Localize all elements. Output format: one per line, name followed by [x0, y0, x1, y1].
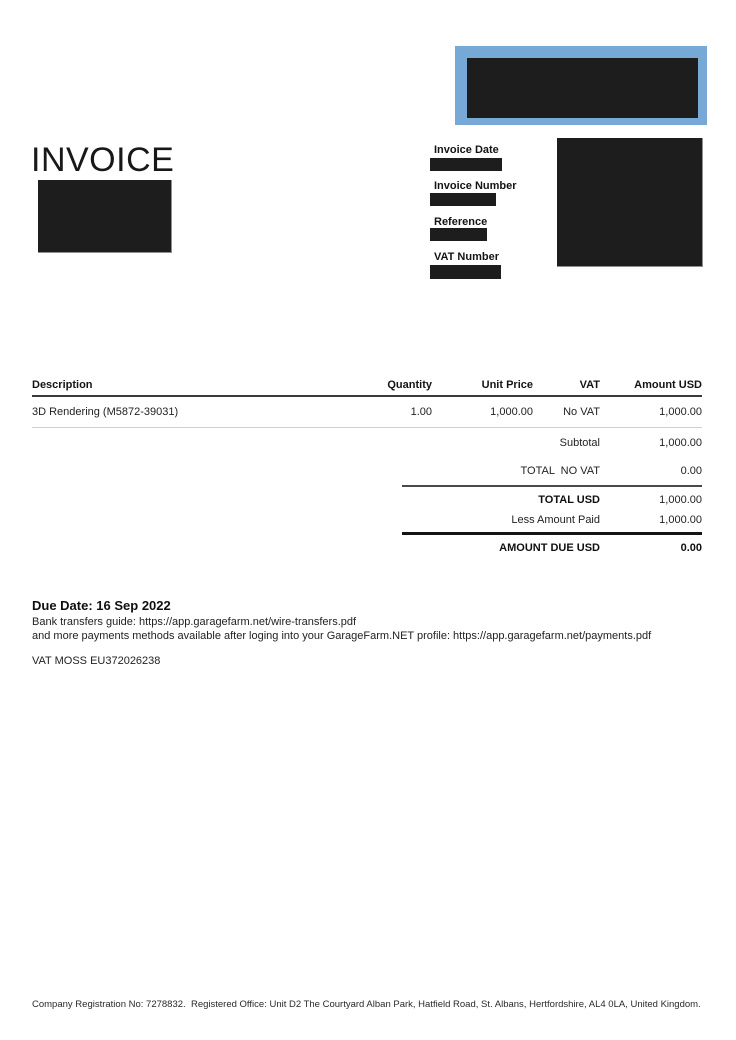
item-quantity: 1.00 — [410, 406, 432, 418]
less-amount-paid-label: Less Amount Paid — [511, 514, 600, 526]
column-header-quantity: Quantity — [387, 379, 432, 391]
table-row — [32, 406, 702, 418]
amount-due-label: AMOUNT DUE USD — [499, 542, 600, 554]
vat-number-value-redacted — [430, 265, 501, 279]
amount-due-value: 0.00 — [680, 542, 702, 554]
bank-transfers-note: Bank transfers guide: https://app.garagefarm.net/wire-transfers.pdf — [32, 616, 357, 628]
subtotal-row — [32, 437, 702, 449]
total-no-vat-label: TOTAL NO VAT — [520, 465, 600, 477]
column-header-amount-usd: Amount USD — [634, 379, 702, 391]
subtotal-label: Subtotal — [559, 437, 600, 449]
invoice-date-value-redacted — [430, 158, 502, 171]
due-date-text: Due Date: 16 Sep 2022 — [32, 598, 171, 613]
company-logo-redacted — [467, 58, 698, 118]
total-rule — [402, 532, 702, 535]
total-no-vat-row — [32, 465, 702, 477]
page-title: INVOICE — [31, 141, 175, 179]
invoice-date-label: Invoice Date — [434, 144, 499, 156]
item-amount: 1,000.00 — [659, 406, 702, 418]
summary-rule — [402, 485, 702, 487]
payment-methods-note: and more payments methods available after loging into your GarageFarm.NET profile: https://app.garagefarm.net/payments.pdf — [32, 630, 652, 642]
billing-address-redacted — [38, 180, 172, 253]
subtotal-value: 1,000.00 — [659, 437, 702, 449]
item-row-rule — [32, 427, 702, 428]
table-header-row — [32, 377, 702, 397]
less-amount-paid-row — [32, 514, 702, 526]
less-amount-paid-value: 1,000.00 — [659, 514, 702, 526]
footer-registration-text: Company Registration No: 7278832. Registered Office: Unit D2 The Courtyard Alban Park, Hatfield Road, St. Albans, Hertfordshire, AL4 0LA, United Kingdom. — [32, 999, 701, 1010]
vat-moss-text: VAT MOSS EU372026238 — [32, 655, 161, 667]
item-vat: No VAT — [563, 406, 600, 418]
item-unit-price: 1,000.00 — [490, 406, 533, 418]
vat-number-label: VAT Number — [434, 251, 499, 263]
column-header-vat: VAT — [579, 379, 600, 391]
amount-due-row — [32, 542, 702, 554]
total-no-vat-value: 0.00 — [680, 465, 702, 477]
company-logo-frame — [455, 46, 707, 125]
reference-label: Reference — [434, 216, 488, 228]
total-usd-row — [32, 494, 702, 506]
total-usd-value: 1,000.00 — [659, 494, 702, 506]
column-header-unit-price: Unit Price — [481, 379, 533, 391]
reference-value-redacted — [430, 228, 487, 241]
column-header-description: Description — [32, 379, 93, 391]
item-description: 3D Rendering (M5872-39031) — [32, 406, 179, 418]
invoice-number-value-redacted — [430, 193, 496, 206]
invoice-number-label: Invoice Number — [434, 180, 517, 192]
total-usd-label: TOTAL USD — [538, 494, 600, 506]
customer-details-redacted — [557, 138, 703, 267]
